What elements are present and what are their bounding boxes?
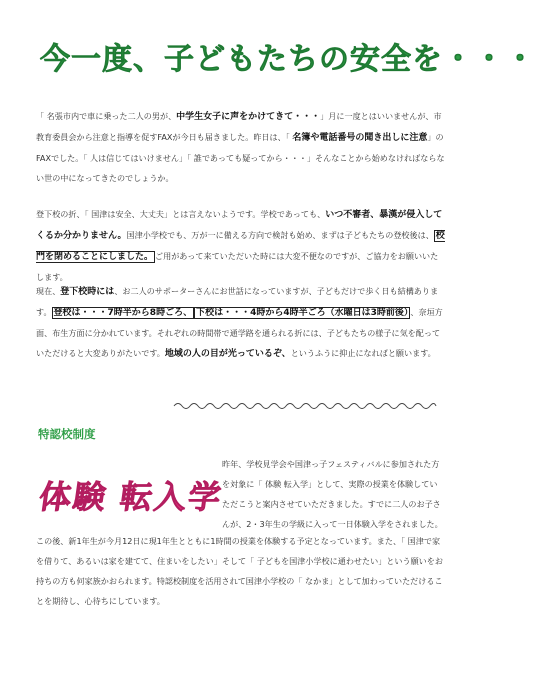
paragraph-trial-full: この後、新1年生が今月12日に現1年生とともに1時間の授業を体験する予定となっています。また、「 国津で家を借りて、あるいは家を建てて、住まいをしたい」そして「 子どもを国津小学校に通わせたい」という願いをお持ちの方も何家族かおられます。特認校制度を活用されて国津小学校の「 なかま」として加わっていただけることを期待し、心待ちにしています。 [36,536,443,606]
paragraph-school-security [36,204,446,287]
text: ご用があって来ていただいた時には大変不便なのですが、ご協力をお願いいたします。 [36,251,439,282]
emphasis-text: 中学生女子に声をかけてきて・・・ [176,112,321,122]
paragraph-commute-times [36,281,446,364]
text: 現在、 [36,286,61,296]
emphasis-text: 地域の人の目が光っているぞ、 [164,349,291,359]
emphasis-text: 名簿や電話番号の聞き出しに注意 [292,133,428,143]
text: 」のFAXでした。「 人は信じてはいけません」「 誰であっても疑ってから・・・」そんなことから始めなければならない世の中になってきたのでしょうか。 [36,132,445,183]
section-heading: 特認校制度 [38,427,96,441]
text: 、奈垣方面、布生方面に分かれています。それぞれの時間帯で通学路を通られる折には、子どもたちの様子に気を配っていただけると大変ありがたいです。 [36,307,443,358]
trial-transfer-heading: 体験 転入学 [36,478,226,516]
text: 」月に一度とはいいませんが、市教育委員会から注意と指導を促すFAXが今日も届きました。昨日は、「 [36,111,442,142]
text: 国津小学校でも、万が一に備える方向で検討も始め、まずは子どもたちの登校後は、 [126,230,434,240]
emphasis-text: いつ不審者、暴漢が侵入してくるか分かりません。 [36,210,443,241]
text: 、お二人のサポーターさんにお世話になっていますが、子どもだけで歩く日も結構あります。 [36,286,439,317]
paragraph-trial-side: 昨年、学校見学会や国津っ子フェスティバルに参加された方を対象に「 体験 転入学」として、実際の授業を体験していただこうと案内させていただきました。すでに二人のお子さんが、2・3年生の学級に入って一日体験入学をされました。 [222,459,443,529]
emphasis-text: 登下校時には [60,287,115,297]
text: というふうに抑止になればと願います。 [290,348,436,358]
text: 「 名張市内で車に乗った二人の男が、 [36,111,177,121]
boxed-departure-time: 下校は・・・4時から4時半ごろ（水曜日は3時前後） [196,308,409,318]
text: 登下校の折、「 国津は安全、大丈夫」とは言えないようです。学校であっても、 [36,209,326,219]
boxed-notice: 校門を閉めることにしました。 [36,231,445,262]
page-title: 今一度、子どもたちの安全を・・・ [40,42,536,77]
boxed-arrival-time: 登校は・・・7時半から8時ごろ、 [53,308,193,318]
wavy-divider [174,400,436,412]
paragraph-safety-notice [36,106,446,188]
